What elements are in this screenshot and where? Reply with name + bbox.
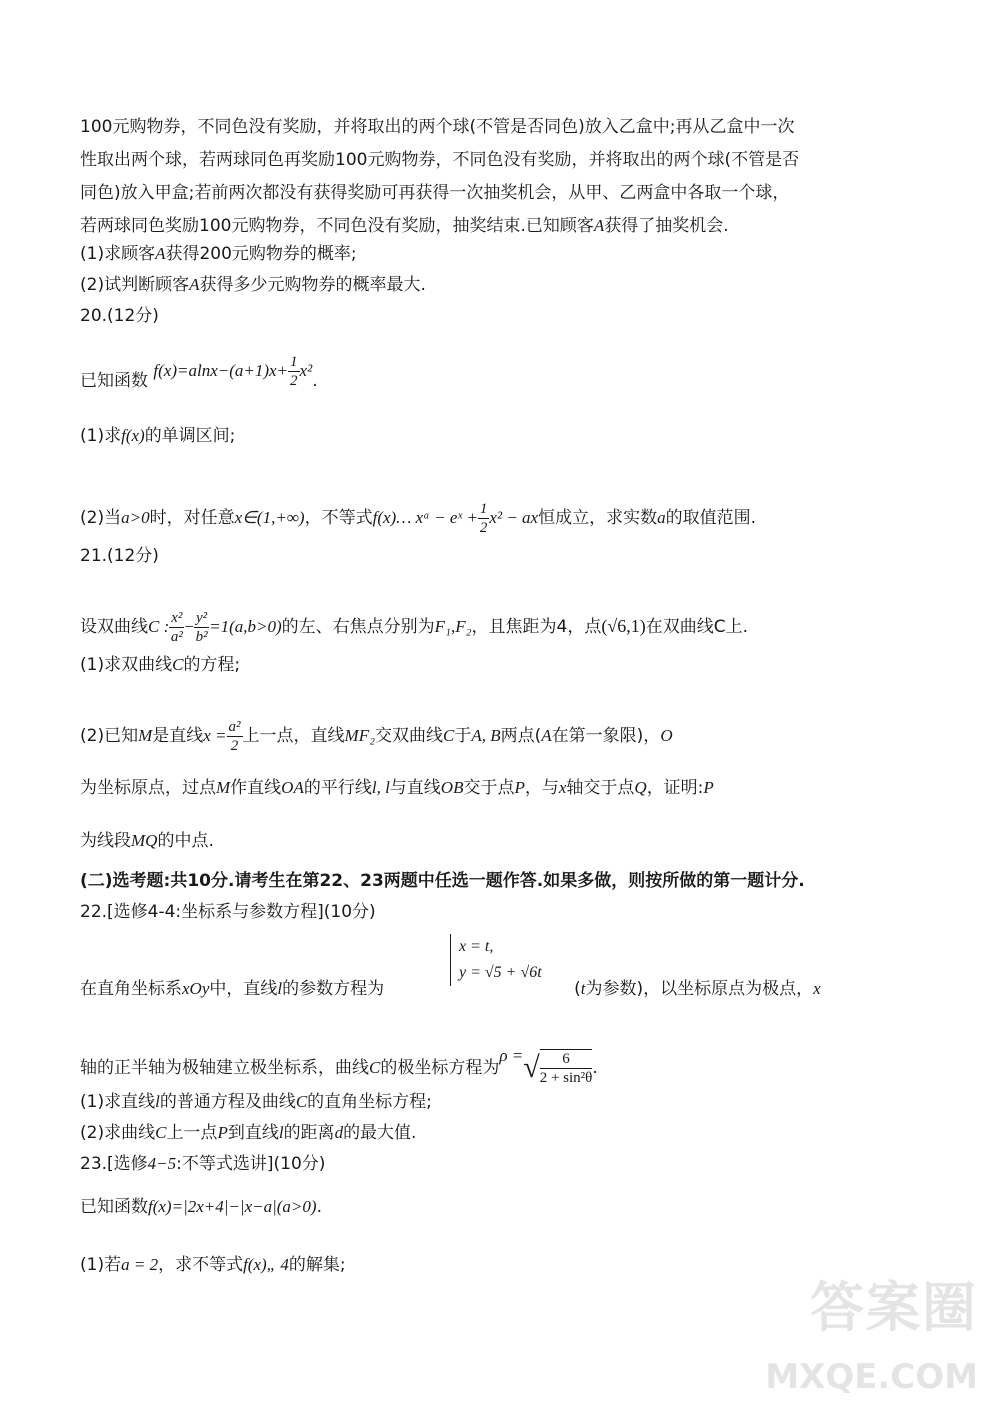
fraction-rho: $\frac{6}{\text{2 + sin²θ}}$ bbox=[539, 1051, 593, 1086]
q-text: 获得多少元购物券的概率最大. bbox=[199, 275, 426, 295]
var-C: C bbox=[155, 1123, 167, 1142]
q-text: 的距离 bbox=[283, 1123, 335, 1143]
function-expression: f(x)=alnx−(a+1)x+ bbox=[153, 361, 289, 380]
line-OA: OA bbox=[281, 778, 304, 797]
points-AB: A, B bbox=[471, 726, 501, 745]
problem-21-header: 21.(12分) bbox=[80, 546, 159, 566]
stem-text: 设双曲线 bbox=[80, 617, 148, 637]
q-text: 的解集; bbox=[288, 1255, 346, 1275]
q-text: 与直线 bbox=[389, 778, 441, 798]
stem-text: 中，直线 bbox=[209, 979, 278, 999]
q-text: (2)当 bbox=[80, 508, 122, 528]
q-text: (1)若 bbox=[80, 1255, 122, 1275]
intro-text-end: 获得了抽奖机会. bbox=[604, 216, 729, 236]
q-text: (1)求直线 bbox=[80, 1092, 156, 1112]
q-text: 交双曲线 bbox=[375, 726, 444, 746]
q-text: 的普通方程及曲线 bbox=[159, 1092, 296, 1112]
problem-22-stem-2 bbox=[80, 1030, 598, 1086]
system-line-2: y = √5 + √6t bbox=[459, 964, 542, 981]
var-x: x bbox=[558, 778, 567, 797]
var-M: M bbox=[216, 778, 231, 797]
section-2-heading: (二)选考题:共10分.请考生在第22、23两题中任选一题作答.如果多做，则按所做的第一题计分. bbox=[80, 871, 805, 891]
inequality: x² − ax bbox=[489, 508, 539, 527]
problem-21-q2 bbox=[80, 714, 673, 758]
line-eq: x = bbox=[203, 726, 227, 745]
problem-23-q1 bbox=[80, 1254, 346, 1276]
q-text: (2)求曲线 bbox=[80, 1123, 156, 1143]
xoy: xOy bbox=[182, 979, 210, 998]
q-text: 于 bbox=[454, 726, 472, 746]
problem-22-stem bbox=[80, 978, 821, 1000]
problem-20-q1 bbox=[80, 425, 235, 447]
segment-MQ: MQ bbox=[131, 831, 158, 850]
q-text: 到直线 bbox=[227, 1123, 279, 1143]
q-text: 在第一象限)， bbox=[551, 726, 661, 746]
fraction-a2-2: $\frac{\text{a²}}{2}$ bbox=[228, 718, 241, 754]
point: (√6,1) bbox=[601, 616, 646, 636]
var-a: a bbox=[657, 508, 666, 527]
q-text: 是直线 bbox=[152, 726, 204, 746]
var-A: A bbox=[541, 726, 552, 745]
var-C: C bbox=[295, 1092, 308, 1111]
var-A: A bbox=[155, 244, 166, 263]
problem-21-q2-cont bbox=[80, 777, 714, 799]
q-text: 上一点，直线 bbox=[242, 726, 345, 746]
condition: a>0 bbox=[121, 508, 150, 527]
q-text: (1)求顾客 bbox=[80, 244, 156, 264]
q-text: 为坐标原点，过点 bbox=[80, 778, 216, 798]
q-text: (2)已知 bbox=[80, 726, 139, 746]
stem-text: 的左、右焦点分别为 bbox=[281, 617, 435, 637]
var-A: A bbox=[189, 275, 200, 294]
q-text: 的平行线 bbox=[303, 778, 372, 798]
stem-text: 已知函数 bbox=[80, 371, 148, 391]
var-C: C bbox=[443, 726, 455, 745]
q-text: ，不等式 bbox=[304, 508, 373, 528]
q-text: 的方程; bbox=[183, 655, 241, 675]
q-text: 恒成立，求实数 bbox=[538, 508, 658, 528]
fraction-y2-b2: $\frac{\text{y²}}{\text{b²}}$ bbox=[195, 609, 208, 645]
watermark-glyph: 答案圈 bbox=[810, 1276, 978, 1339]
domain: x∈(1,+∞) bbox=[234, 508, 305, 527]
problem-21-q2-end bbox=[80, 830, 214, 852]
var-O: O bbox=[660, 726, 673, 745]
stem-text: ( bbox=[574, 979, 581, 999]
stem-text: 在直角坐标系 bbox=[80, 979, 182, 999]
var-t: t bbox=[580, 979, 586, 998]
var-M: M bbox=[138, 726, 153, 745]
q-text: 的最大值. bbox=[343, 1123, 417, 1143]
q-text: ，求不等式 bbox=[158, 1255, 244, 1275]
var-l: l bbox=[277, 979, 283, 998]
var-P: P bbox=[217, 1123, 228, 1142]
var-l: l, l bbox=[371, 778, 390, 797]
var-A: A bbox=[593, 216, 605, 235]
problem-22-q2 bbox=[80, 1122, 416, 1144]
fraction-half: $\frac{1}{2}$ bbox=[479, 500, 488, 536]
watermark-site: MXQE.COM bbox=[765, 1357, 978, 1397]
q-text: 的中点. bbox=[157, 831, 214, 851]
q-text: 的单调区间; bbox=[144, 426, 236, 446]
q-text: (1)求 bbox=[80, 426, 122, 446]
stem-text: 为参数)，以坐标原点为极点， bbox=[585, 979, 814, 999]
fx: f(x) bbox=[121, 426, 145, 445]
var-d: d bbox=[334, 1123, 344, 1142]
var-Q: Q bbox=[634, 778, 647, 797]
curve-C: C : bbox=[148, 617, 170, 636]
problem-22-q1 bbox=[80, 1091, 432, 1113]
q-text: 两点( bbox=[500, 726, 542, 746]
question-19-2 bbox=[80, 274, 426, 296]
problem-20-header: 20.(12分) bbox=[80, 306, 159, 326]
stem-text: 的极坐标方程为 bbox=[380, 1058, 500, 1078]
var-C: C bbox=[172, 655, 184, 674]
rho: ρ = bbox=[499, 1046, 524, 1065]
foci: F₁,F₂ bbox=[434, 617, 472, 636]
question-19-1 bbox=[80, 243, 357, 265]
fraction-x2-a2: $\frac{\text{x²}}{\text{a²}}$ bbox=[170, 609, 183, 645]
q-text: 为线段 bbox=[80, 831, 131, 851]
minus: − bbox=[184, 617, 194, 636]
header-text: :不等式选讲](10分) bbox=[176, 1154, 326, 1174]
condition: a = 2 bbox=[121, 1255, 159, 1274]
inequality: f(x)… xᵃ − eˣ + bbox=[372, 508, 478, 527]
var-P: P bbox=[514, 778, 525, 797]
var-C: C bbox=[369, 1058, 381, 1077]
q-text: (1)求双曲线 bbox=[80, 655, 173, 675]
q-text: 获得200元购物券的概率; bbox=[165, 244, 357, 264]
var-l: l bbox=[278, 1123, 284, 1142]
watermark-logo bbox=[758, 1255, 988, 1405]
function-expression: f(x)=|2x+4|−|x−a|(a>0) bbox=[148, 1197, 317, 1216]
fraction-half: $\frac{1}{2}$ bbox=[290, 353, 298, 389]
system-line-1: x = t, bbox=[459, 938, 494, 955]
q-text: 上一点 bbox=[166, 1123, 218, 1143]
x-squared: x² bbox=[299, 361, 313, 380]
period: . bbox=[312, 371, 318, 391]
stem-text: 已知函数 bbox=[80, 1197, 148, 1217]
problem-21-stem bbox=[80, 604, 748, 648]
sqrt-sign: √ bbox=[523, 1051, 540, 1084]
problem-21-q1 bbox=[80, 654, 240, 676]
intro-line-3: 同色)放入甲盒;若前两次都没有获得奖励可再获得一次抽奖机会，从甲、乙两盒中各取一个球， bbox=[80, 183, 790, 203]
var-x: x bbox=[813, 979, 821, 998]
inequality: f(x)„ 4 bbox=[243, 1255, 289, 1274]
stem-text: ，且焦距为4，点 bbox=[471, 617, 602, 637]
q-text: 的直角坐标方程; bbox=[307, 1092, 432, 1112]
var-P: P bbox=[703, 778, 714, 797]
q-text: (2)试判断顾客 bbox=[80, 275, 190, 295]
intro-line-2: 性取出两个球，若两球同色再奖励100元购物券，不同色没有奖励，并将取出的两个球(不管是否 bbox=[80, 150, 800, 170]
stem-text: 的参数方程为 bbox=[282, 979, 385, 999]
problem-22-header: 22.[选修4-4:坐标系与参数方程](10分) bbox=[80, 902, 376, 922]
equation: =1(a,b>0) bbox=[209, 617, 282, 636]
stem-text: 在双曲线C上. bbox=[645, 617, 748, 637]
q-text: 轴交于点 bbox=[566, 778, 635, 798]
problem-20-q2 bbox=[80, 496, 756, 540]
problem-23-stem bbox=[80, 1196, 322, 1218]
module-number: 4−5 bbox=[147, 1154, 177, 1173]
header-text: 23.[选修 bbox=[80, 1154, 148, 1174]
q-text: 作直线 bbox=[230, 778, 282, 798]
period: . bbox=[316, 1197, 322, 1217]
stem-text: 轴的正半轴为极轴建立极坐标系，曲线 bbox=[80, 1058, 369, 1078]
line-OB: OB bbox=[440, 778, 464, 797]
var-l: l bbox=[155, 1092, 160, 1111]
problem-23-header bbox=[80, 1153, 325, 1175]
q-text: 交于点 bbox=[463, 778, 515, 798]
intro-line-1: 100元购物券，不同色没有奖励，并将取出的两个球(不管是否同色)放入乙盒中;再从乙盒中一次 bbox=[80, 117, 795, 137]
intro-text: 若两球同色奖励100元购物券，不同色没有奖励，抽奖结束.已知顾客 bbox=[80, 216, 594, 236]
line-MF2: MF₂ bbox=[344, 726, 376, 745]
q-text: 的取值范围. bbox=[665, 508, 756, 528]
q-text: ，证明: bbox=[646, 778, 704, 798]
q-text: ，与 bbox=[524, 778, 559, 798]
intro-line-4 bbox=[80, 215, 729, 237]
problem-20-stem bbox=[80, 349, 318, 393]
q-text: 时，对任意 bbox=[149, 508, 235, 528]
period: . bbox=[592, 1058, 598, 1078]
